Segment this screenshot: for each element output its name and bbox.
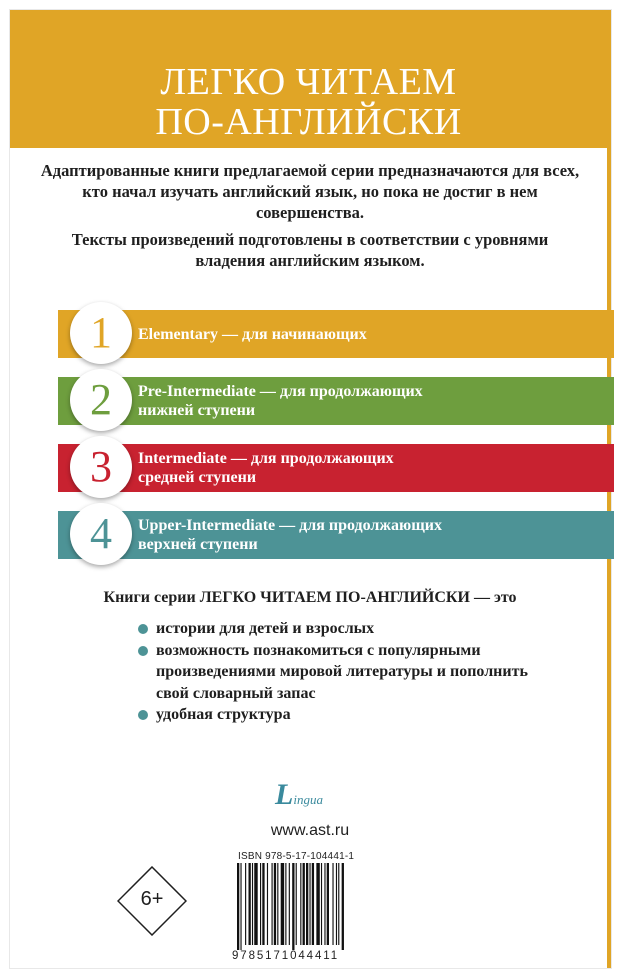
barcode-bar <box>262 863 264 945</box>
level-label-3-line1: Intermediate — для продолжающих <box>138 450 394 467</box>
barcode-bar <box>274 863 276 945</box>
intro-paragraph-1: Адаптированные книги предлагаемой серии предназначаются для всех, кто начал изучать английский язык, но пока не достиг в нем совершенства. <box>40 161 580 222</box>
level-label-4 <box>138 511 598 559</box>
barcode-bar <box>342 863 344 950</box>
barcode-bar <box>281 863 284 945</box>
series-description: Книги серии ЛЕГКО ЧИТАЕМ ПО-АНГЛИЙСКИ — это <box>103 589 517 606</box>
barcode-bar <box>303 863 305 945</box>
barcode-bar <box>306 863 308 945</box>
level-row-2 <box>58 369 614 433</box>
feature-item-3 <box>130 704 550 726</box>
barcode-bar <box>324 863 325 945</box>
isbn-text: ISBN 978-5-17-104441-1 <box>238 851 355 862</box>
level-label-4-line2: верхней ступени <box>138 536 258 553</box>
book-back-cover <box>10 10 611 968</box>
feature-item-2 <box>130 640 550 705</box>
barcode-number: 9785171044411 <box>232 950 339 962</box>
barcode-bar <box>245 863 246 945</box>
barcode-bar <box>267 863 268 945</box>
feature-text-3: удобная структура <box>156 706 291 723</box>
level-number-4: 4 <box>70 503 132 565</box>
series-header-band <box>10 10 607 148</box>
barcode-bar <box>316 863 319 945</box>
publisher-logo <box>275 780 323 810</box>
level-label-1 <box>138 310 598 358</box>
logo-rest: ingua <box>293 792 323 807</box>
feature-text-2: возможность познакомиться с популярными произведениями мировой литературы и пополнить свой словарный запас <box>156 641 528 702</box>
barcode-bar <box>254 863 257 945</box>
barcode-bar <box>260 863 261 945</box>
series-title-line1: ЛЕГКО ЧИТАЕМ <box>160 61 457 103</box>
barcode-bar <box>252 863 253 945</box>
level-label-2 <box>138 377 598 425</box>
barcode-bar <box>249 863 251 945</box>
level-label-2-line2: нижней ступени <box>138 402 256 419</box>
barcode-bar <box>277 863 278 945</box>
publisher-website: www.ast.ru <box>270 822 350 839</box>
level-label-3 <box>138 444 598 492</box>
series-title <box>10 62 607 142</box>
level-number-3: 3 <box>70 436 132 498</box>
feature-text-1: истории для детей и взрослых <box>156 620 375 637</box>
level-label-1-line1: Elementary — для начинающих <box>138 325 367 343</box>
barcode-bar <box>285 863 286 945</box>
barcode-bar <box>300 863 301 945</box>
barcode-bar <box>338 863 339 945</box>
age-rating-badge <box>117 866 187 936</box>
series-title-line2: ПО-АНГЛИЙСКИ <box>155 101 462 143</box>
level-label-4-line1: Upper-Intermediate — для продолжающих <box>138 517 442 534</box>
barcode-bar <box>240 863 241 950</box>
feature-list <box>130 618 550 726</box>
bullet-dot-icon <box>138 710 148 720</box>
barcode-bar <box>321 863 322 945</box>
level-row-1 <box>58 302 614 366</box>
intro-paragraph-2: Тексты произведений подготовлены в соответствии с уровнями владения английским языком. <box>71 230 549 270</box>
barcode-bar <box>237 863 239 950</box>
feature-item-1 <box>130 618 550 640</box>
barcode-bar <box>272 863 273 945</box>
bullet-dot-icon <box>138 646 148 656</box>
age-rating-text: 6+ <box>140 888 164 910</box>
barcode-bar <box>289 863 290 945</box>
level-number-2: 2 <box>70 369 132 431</box>
barcode-bar <box>336 863 337 945</box>
level-label-2-line1: Pre-Intermediate — для продолжающих <box>138 383 423 400</box>
level-row-4 <box>58 503 614 567</box>
intro-text <box>40 160 580 271</box>
barcode-bar <box>296 863 297 945</box>
barcode <box>235 863 376 950</box>
barcode-bar <box>327 863 329 945</box>
barcode-bar <box>332 863 333 945</box>
barcode-bar <box>292 863 294 950</box>
barcode-bar <box>312 863 314 945</box>
barcode-bar <box>309 863 310 945</box>
level-number-1: 1 <box>70 302 132 364</box>
level-row-3 <box>58 436 614 500</box>
logo-cap-letter: L <box>275 778 294 811</box>
barcode-bars <box>235 863 376 950</box>
level-label-3-line2: средней ступени <box>138 469 257 486</box>
bullet-dot-icon <box>138 624 148 634</box>
